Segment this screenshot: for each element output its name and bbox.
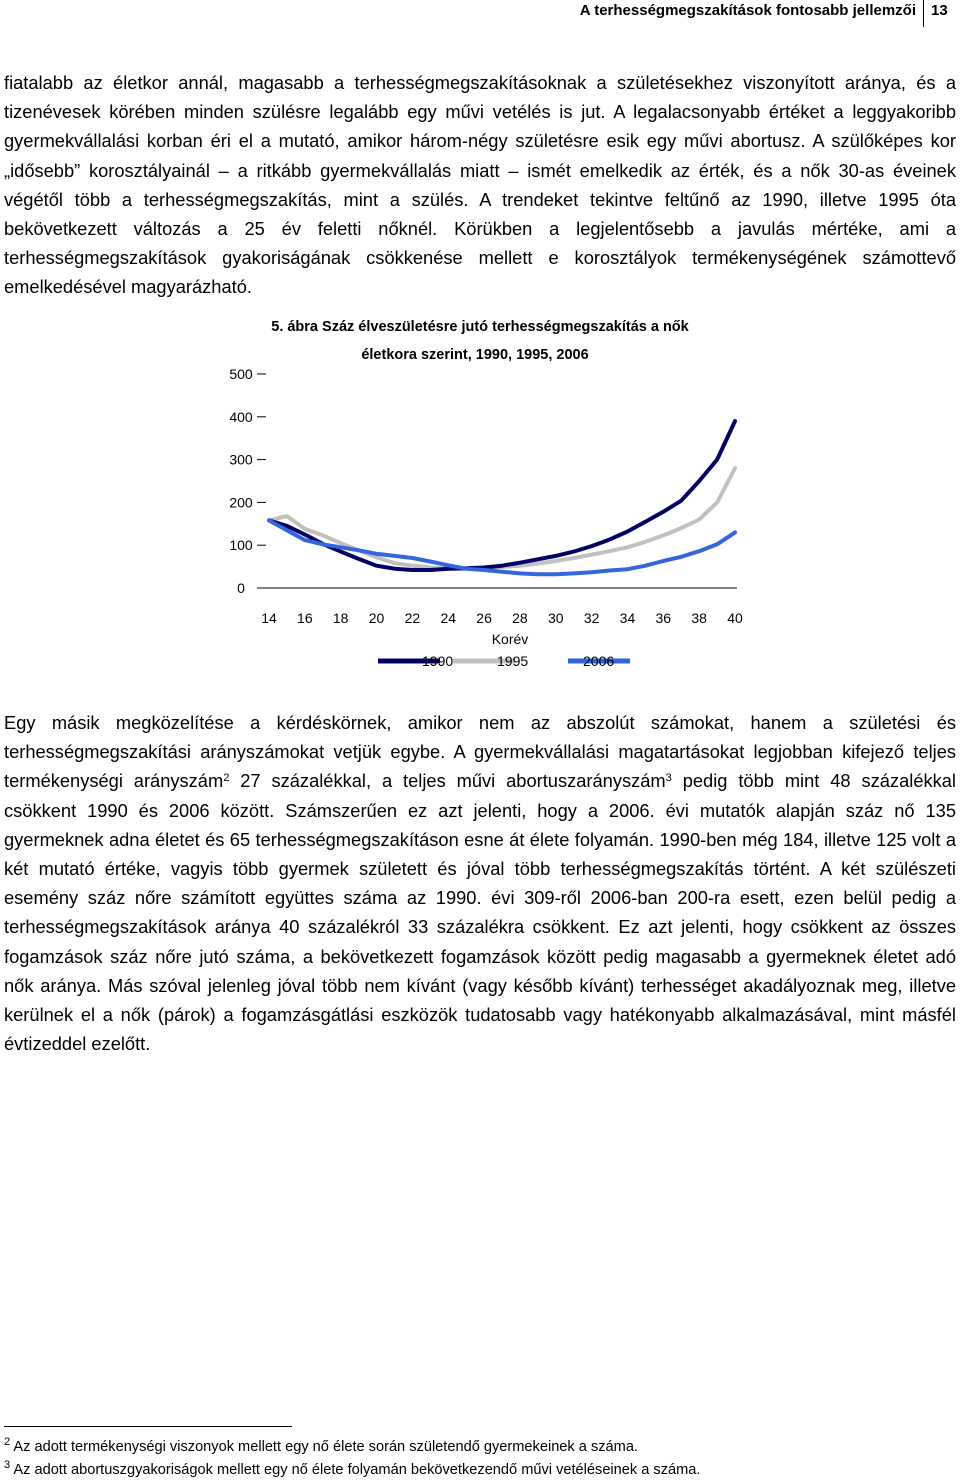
x-tick-label: 30 (547, 610, 564, 626)
x-tick-label: 20 (368, 610, 385, 626)
legend-label-1995: 1995 (497, 653, 529, 669)
x-tick-label: 28 (512, 610, 528, 626)
series-line-1995 (269, 468, 735, 569)
footnote-2-number: 2 (4, 1436, 11, 1448)
x-tick-label: 16 (297, 610, 313, 626)
page-number: 13 (931, 2, 948, 19)
legend-label-1990: 1990 (422, 653, 454, 669)
y-tick-label: 100 (229, 537, 253, 554)
x-tick-label: 26 (476, 610, 492, 626)
age-abortion-ratio-chart (200, 300, 760, 680)
x-tick-label: 40 (727, 610, 743, 626)
body-paragraph-1: fiatalabb az életkor annál, magasabb a terhességmegszakításoknak a születésekhez viszonyított aránya, és a tizenévesek körében minden szülésre legalább egy művi vetélés is jut. A legalacsonyabb értéket a leggyakoribb gyermekvállalási korban éri el a mutató, amikor három-négy születésre esik egy művi abortusz. A szülőképes kor „idősebb” korosztályainál – a ritkább gyermekvállalás miatt – ismét emelkedik az érték, és a nők 30-as éveinek végétől több a terhességmegszakítás, mint a szülés. A trendeket tekintve feltűnő az 1990, illetve 1995 óta bekövetkezett változás a 25 év feletti nőknél. Körükben a legjelentősebb a javulás mértéke, ami a terhességmegszakítások gyakoriságának csökkenése mellett e korosztályok termékenységének számottevő emelkedésével magyarázható. (4, 72, 956, 298)
header-separator (923, 0, 924, 27)
y-tick-label: 200 (229, 494, 253, 511)
x-axis-label: Korév (491, 631, 529, 647)
footnote-ref-3[interactable]: 3 (665, 772, 672, 785)
footnote-ref-2[interactable]: 2 (223, 772, 230, 785)
footnote-3-number: 3 (4, 1459, 11, 1471)
para2-text-3: pedig több mint 48 százalékkal csökkent 1990 és 2006 között. Számszerűen ez azt jelenti, hogy a 2006. évi mutatók alapján száz nő 135 gyermeknek adna életet és 65 terhességmegszakításon esne át élete folyamán. 1990-ben még 184, illetve 125 volt a két mutató értéke, vagyis több gyermek született és jóval több terhességmegszakítás történt. A két szülészeti esemény száz nőre számított együttes száma az 1990. évi 309-ről 2006-ban 200-ra esett, ezen belül pedig a terhességmegszakítások aránya 40 százalékról 33 százalékra csökkent. Ez azt jelenti, hogy csökkent az összes fogamzások száz nőre jutó száma, a bekövetkezett fogamzások között pedig magasabb a gyermeknek életet adó nők aránya. Más szóval jelenleg jóval több nem kívánt (vagy később kívánt) terhességet akadályoznak meg, illetve kerülnek el a nők (párok) a fogamzásgátlási eszközök tudatosabb vagy hatékonyabb alkalmazásával, mint másfél évtizeddel ezelőtt. (4, 770, 956, 1055)
x-tick-label: 36 (655, 610, 672, 626)
x-tick-label: 24 (440, 610, 457, 626)
footnote-2 (4, 1437, 638, 1457)
footnote-2-text: Az adott termékenységi viszonyok mellett egy nő élete során születendő gyermekeinek a száma. (13, 1439, 638, 1455)
x-tick-label: 38 (691, 610, 707, 626)
page-header (0, 0, 960, 32)
y-tick-label: 0 (237, 580, 245, 596)
y-tick-label: 300 (229, 451, 253, 468)
legend-label-2006: 2006 (583, 653, 615, 669)
x-tick-label: 32 (583, 610, 600, 626)
para2-text-2: 27 százalékkal, a teljes művi abortuszarányszám (229, 770, 666, 792)
footnote-3 (4, 1460, 700, 1480)
chart-legend (378, 653, 630, 669)
x-tick-label: 34 (619, 610, 636, 626)
para2-text-1: Egy másik megközelítése a kérdéskörnek, amikor nem az abszolút számokat, hanem a születési és terhességmegszakítási arányszámokat vetjük egybe. A gyermekvállalási magatartásokat legjobban kifejező teljes termékenységi arányszám (4, 712, 956, 792)
y-tick-label: 500 (229, 366, 253, 382)
body-paragraph-2 (4, 708, 956, 1058)
footnote-3-text: Az adott abortuszgyakoriságok mellett egy nő élete folyamán bekövetkezendő művi vetéléseinek a száma. (13, 1462, 701, 1478)
x-axis-ticks (261, 610, 743, 626)
y-axis-ticks (229, 366, 266, 596)
x-tick-label: 18 (332, 610, 349, 626)
series-lines (269, 421, 735, 574)
x-tick-label: 22 (404, 610, 421, 626)
chart-subtitle: életkora szerint, 1990, 1995, 2006 (361, 347, 589, 363)
running-title: A terhességmegszakítások fontosabb jellemzői (579, 2, 916, 19)
footnote-divider (4, 1426, 292, 1427)
x-tick-label: 14 (261, 610, 277, 626)
y-tick-label: 400 (229, 408, 253, 425)
chart-title: 5. ábra Száz élveszületésre jutó terhességmegszakítás a nők (271, 319, 689, 335)
